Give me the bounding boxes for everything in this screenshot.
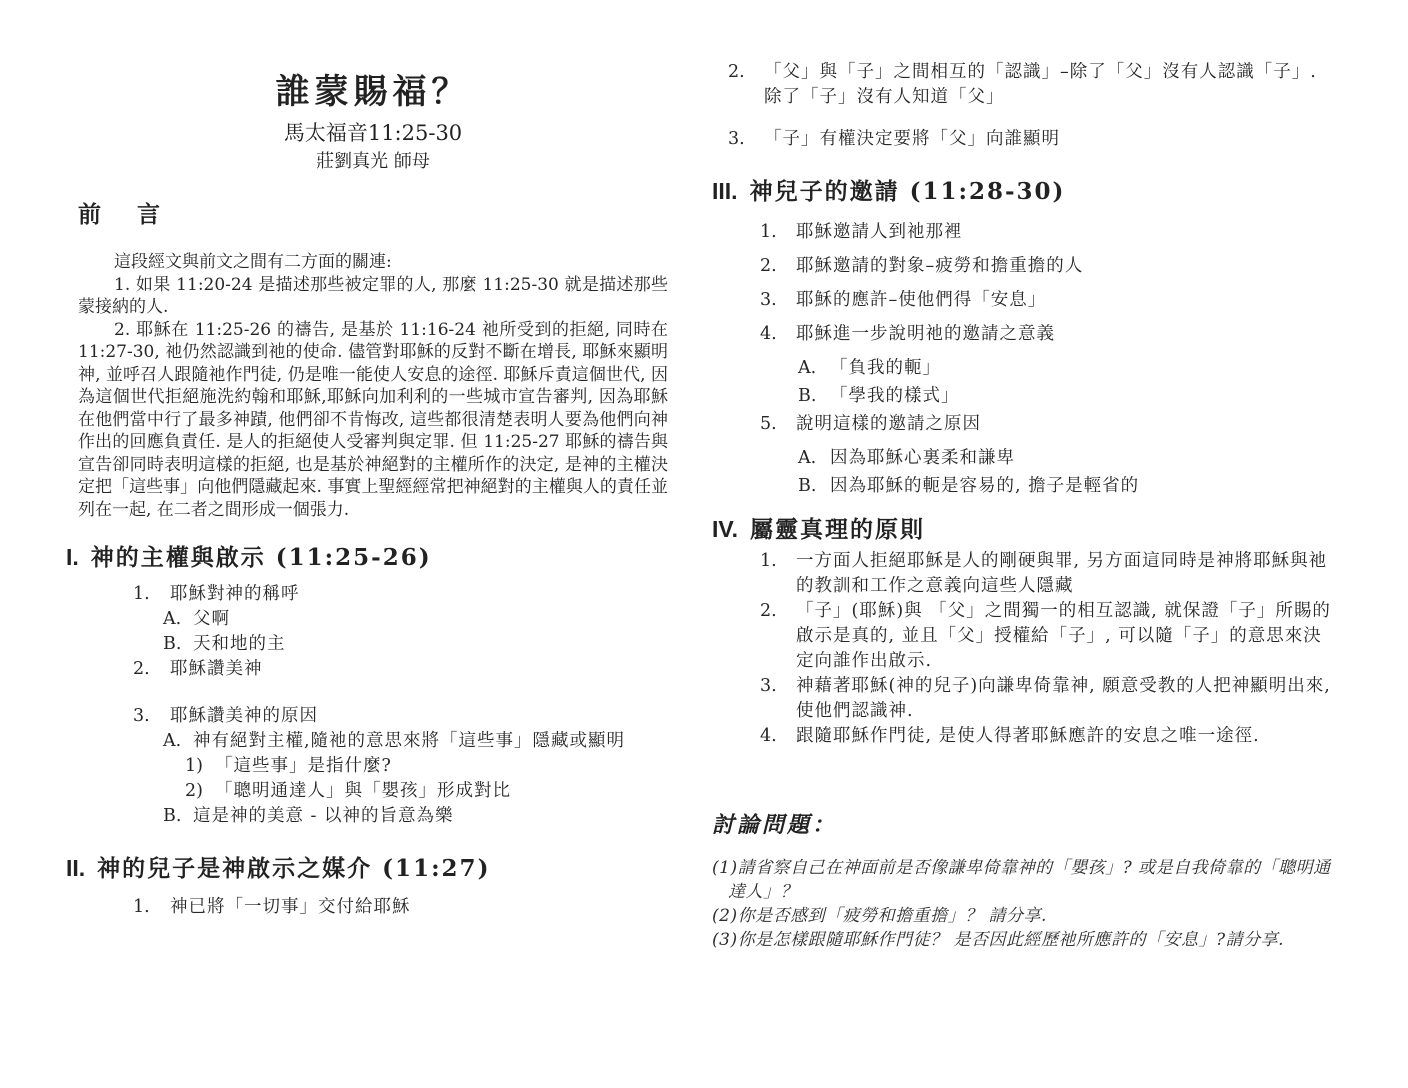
outline-text: 跟隨耶穌作門徒, 是使人得著耶穌應許的安息之唯一途徑. (796, 726, 1260, 746)
section-title: 神的兒子是神啟示之媒介 (11:27) (97, 855, 491, 882)
outline-item (78, 632, 668, 657)
outline-text: 耶穌讚美神 (170, 659, 263, 679)
outline-text: 因為耶穌的軛是容易的, 擔子是輕省的 (830, 476, 1140, 496)
outline-item (712, 288, 1340, 313)
outline-text: 耶穌進一步說明祂的邀請之意義 (796, 324, 1055, 344)
outline-marker: B. (798, 386, 817, 406)
outline-marker: 2. (133, 659, 150, 679)
outline-item (78, 607, 668, 632)
section-title: 神兒子的邀請 (11:28-30) (749, 178, 1066, 205)
section-heading (712, 176, 1340, 207)
outline-item (712, 254, 1340, 279)
outline-marker: B. (798, 476, 817, 496)
outline-item (78, 582, 668, 607)
outline-text: 一方面人拒絕耶穌是人的剛硬與罪, 另方面這同時是神將耶穌與祂的教訓和工作之意義向這些人隱藏 (796, 551, 1328, 596)
outline-marker: 2. (760, 601, 777, 621)
section-heading (66, 542, 668, 573)
outline-text: 耶穌邀請的對象–疲勞和擔重擔的人 (796, 256, 1084, 276)
section-numeral: I. (66, 544, 79, 570)
section-numeral: III. (712, 178, 738, 204)
outline-item (712, 446, 1340, 471)
outline-text: 神已將「一切事」交付給耶穌 (170, 897, 411, 917)
outline-item (712, 412, 1340, 437)
outline-text: 耶穌讚美神的原因 (170, 706, 318, 726)
outline-marker: 1. (760, 222, 777, 242)
discussion-question: (3)你是怎樣跟隨耶穌作門徒？ 是否因此經歷祂所應許的「安息」?請分享. (712, 930, 1285, 950)
section-ii-continued (712, 0, 1340, 152)
outline-item (712, 127, 1340, 152)
page-title: 誰蒙賜福？ (275, 72, 471, 112)
outline-item (712, 674, 1340, 724)
outline-text: 父啊 (193, 609, 230, 629)
section-iii (712, 176, 1340, 499)
outline-item (712, 599, 1340, 674)
right-column (712, 0, 1340, 952)
section-iv (712, 514, 1340, 749)
title-block (78, 0, 668, 173)
outline-item (78, 895, 668, 920)
preface-heading: 前 言 (78, 201, 175, 228)
outline-marker: 4. (760, 726, 777, 746)
outline-marker: 2. (728, 62, 745, 82)
outline-text: 「聰明通達人」與「嬰孩」形成對比 (215, 781, 511, 801)
outline-marker: 3. (728, 129, 745, 149)
outline-marker: A. (798, 358, 817, 378)
outline-marker: 1. (760, 551, 777, 571)
section-ii (66, 853, 668, 920)
outline-item (78, 754, 668, 779)
outline-text: 「負我的軛」 (830, 358, 941, 378)
outline-marker: 3. (133, 706, 150, 726)
outline-item (712, 220, 1340, 245)
outline-text: 天和地的主 (193, 634, 286, 654)
outline-marker: 1. (133, 584, 150, 604)
section-title: 神的主權與啟示 (11:25-26) (90, 544, 432, 571)
outline-item (712, 724, 1340, 749)
outline-marker: B. (163, 806, 182, 826)
outline-item (712, 60, 1340, 110)
outline-text: 「這些事」是指什麼? (215, 756, 392, 776)
outline-text: 神有絕對主權,隨祂的意思來將「這些事」隱藏或顯明 (193, 731, 626, 751)
preface-paragraph: 2. 耶穌在 11:25-26 的禱告, 是基於 11:16-24 祂所受到的拒絕, 同時在 11:27-30, 祂仍然認識到祂的使命. 儘管對耶穌的反對不斷在增長, 耶穌來顯明神, 並呼召人跟隨祂作門徒, 仍是唯一能使人安息的途徑. 耶穌斥責這個世代, 因為這個世代拒絕施洗約翰和耶穌,耶穌向加利利的一些城市宣告審判, 因為耶穌在他們當中行了最多神蹟, 他們卻不肯悔改, 這些都很清楚表明人要為他們向神作出的回應負責任. 是人的拒絕使人受審判與定罪. 但 11:25-27 耶穌的禱告與宣告卻同時表明這樣的拒絕, 也是基於神絕對的主權所作的決定, 是神的主權決定把「這些事」向他們隱藏起來. 事實上聖經經常把神絕對的主權與人的責任並列在一起, 在二者之間形成一個張力. (78, 319, 668, 520)
outline-marker: 5. (760, 414, 777, 434)
outline-marker: A. (798, 448, 817, 468)
outline-item (712, 384, 1340, 409)
discussion-question: (2)你是否感到「疲勞和擔重擔」？ 請分享. (712, 906, 1047, 926)
outline-item (712, 474, 1340, 499)
outline-text: 因為耶穌心裏柔和謙卑 (830, 448, 1015, 468)
outline-marker: 1. (133, 897, 150, 917)
outline-item (78, 729, 668, 754)
scripture-reference: 馬太福音11:25-30 (283, 121, 463, 145)
outline-text: 「子」有權決定要將「父」向誰顯明 (764, 129, 1060, 149)
outline-marker: A. (163, 609, 182, 629)
section-i (66, 542, 668, 829)
preface-body (78, 251, 668, 521)
left-column (66, 0, 668, 920)
outline-text: 神藉著耶穌(神的兒子)向謙卑倚靠神, 願意受教的人把神顯明出來, 使他們認識神. (796, 676, 1331, 721)
outline-text: 「父」與「子」之間相互的「認識」–除了「父」沒有人認識「子」. 除了「子」沒有人知道「父」 (764, 62, 1317, 107)
outline-item (78, 779, 668, 804)
outline-text: 耶穌的應許–使他們得「安息」 (796, 290, 1047, 310)
outline-marker: 2) (185, 781, 203, 801)
outline-text: 耶穌邀請人到祂那裡 (796, 222, 963, 242)
outline-text: 這是神的美意 - 以神的旨意為樂 (193, 806, 454, 826)
section-numeral: II. (66, 855, 86, 881)
outline-item (712, 549, 1340, 599)
section-heading (66, 853, 668, 884)
outline-text: 耶穌對神的稱呼 (170, 584, 300, 604)
outline-marker: B. (163, 634, 182, 654)
outline-marker: 1) (185, 756, 203, 776)
outline-marker: A. (163, 731, 182, 751)
discussion-section (712, 811, 1340, 952)
preface-paragraph: 1. 如果 11:20-24 是描述那些被定罪的人, 那麼 11:25-30 就是描述那些蒙接納的人. (78, 274, 668, 317)
section-numeral: IV. (712, 516, 739, 542)
section-heading (712, 514, 1340, 545)
discussion-question: (1)請省察自己在神面前是否像謙卑倚靠神的「嬰孩」? 或是自我倚靠的「聰明通達人」？ (712, 858, 1331, 902)
outline-item (78, 804, 668, 829)
outline-item (78, 657, 668, 682)
section-title: 屬靈真理的原則 (750, 516, 926, 543)
outline-marker: 3. (760, 676, 777, 696)
author-line: 莊劉真光 師母 (316, 151, 430, 172)
outline-text: 「子」(耶穌)與 「父」之間獨一的相互認識, 就保證「子」所賜的啟示是真的, 並且「父」授權給「子」, 可以隨「子」的意思來決定向誰作出啟示. (796, 601, 1331, 671)
outline-marker: 2. (760, 256, 777, 276)
outline-text: 說明這樣的邀請之原因 (796, 414, 981, 434)
outline-item (712, 322, 1340, 347)
discussion-heading: 討論問題： (712, 812, 838, 838)
preface-paragraph: 這段經文與前文之間有二方面的關連: (114, 252, 392, 272)
outline-item (78, 704, 668, 729)
outline-text: 「學我的樣式」 (830, 386, 960, 406)
outline-item (712, 356, 1340, 381)
outline-marker: 4. (760, 324, 777, 344)
outline-marker: 3. (760, 290, 777, 310)
